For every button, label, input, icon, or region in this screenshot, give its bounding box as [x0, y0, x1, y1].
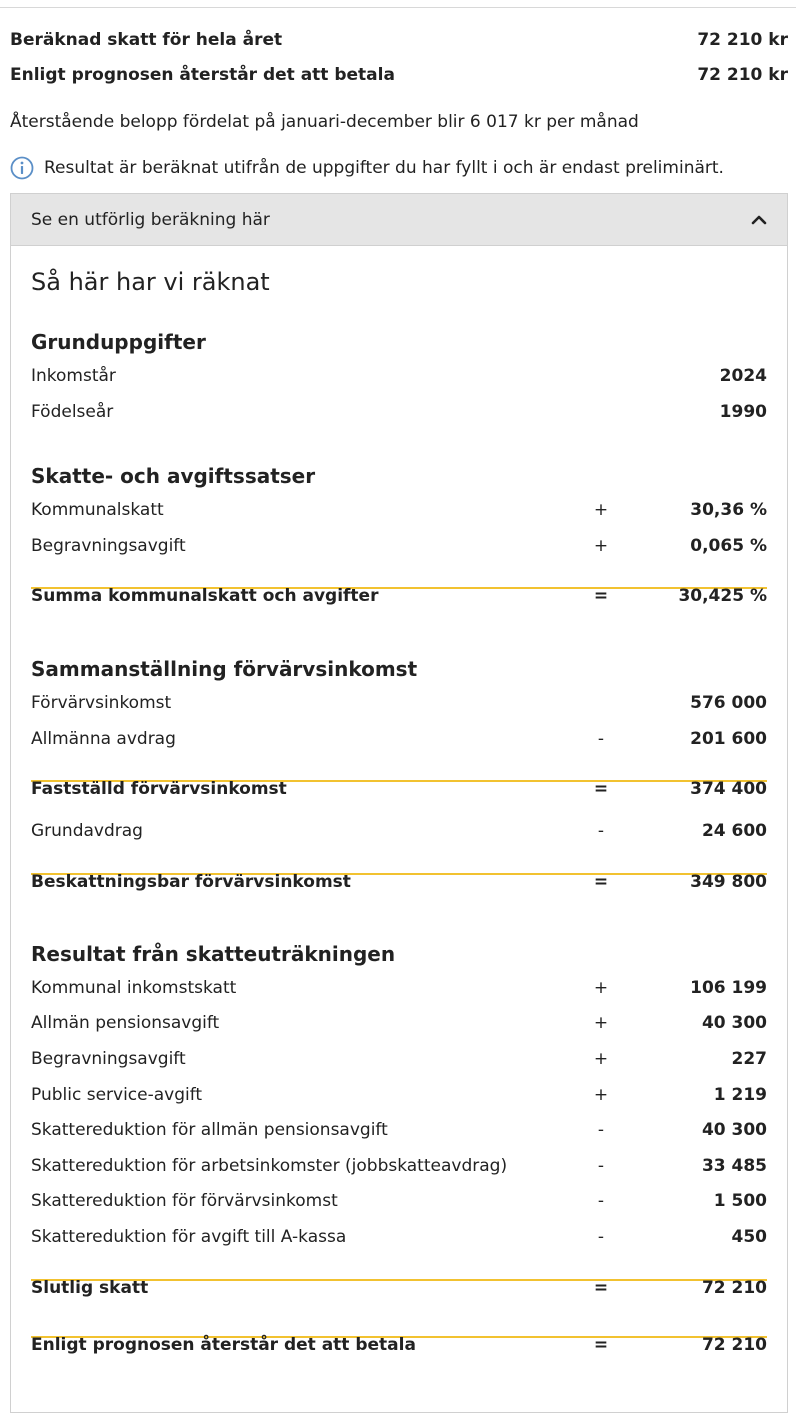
calc-row-skattereduktion-for-avgift-till-a-kassa [31, 1227, 767, 1253]
calc-row-value: 374 400 [690, 779, 767, 799]
calc-row-skattereduktion-for-forvarvsinkomst [31, 1191, 767, 1217]
calc-row-value: 30,36 % [690, 500, 767, 520]
calc-row-label: Slutlig skatt [31, 1278, 149, 1298]
calc-row-beskattningsbar-forvarvsinkomst [31, 872, 767, 898]
calc-row-label: Skattereduktion för arbetsinkomster (jobbskatteavdrag) [31, 1156, 508, 1176]
calc-row-allmanna-avdrag [31, 729, 767, 755]
calc-row-operator: = [593, 1335, 609, 1355]
calc-row-label: Grundavdrag [31, 821, 143, 841]
calc-row-operator: - [597, 1120, 605, 1140]
calc-row-label: Inkomstår [31, 366, 116, 386]
total-tax-value: 72 210 kr [697, 30, 788, 50]
detailed-calculation-accordion [10, 193, 788, 1413]
calc-row-operator: - [597, 1227, 605, 1247]
calc-row-value: 227 [731, 1049, 767, 1069]
monthly-distribution-text: Återstående belopp fördelat på januari-december blir 6 017 kr per månad [10, 112, 639, 132]
top-divider [0, 0, 796, 8]
calc-row-value: 40 300 [701, 1120, 767, 1140]
calc-row-operator: + [593, 536, 609, 556]
calc-row-value: 1 219 [713, 1085, 767, 1105]
calc-row-label: Allmän pensionsavgift [31, 1013, 220, 1033]
calculation-title: Så här har vi räknat [31, 268, 270, 296]
calc-row-value: 72 210 [701, 1278, 767, 1298]
calc-row-label: Kommunalskatt [31, 500, 164, 520]
calc-row-operator: - [597, 1156, 605, 1176]
calc-row-value: 0,065 % [690, 536, 767, 556]
calc-row-operator: = [593, 586, 609, 606]
section-title-sammanstallning-forvarvsinkomst: Sammanställning förvärvsinkomst [31, 657, 418, 681]
calc-row-operator: + [593, 1085, 609, 1105]
remaining-row [10, 65, 788, 85]
calc-row-operator: + [593, 1049, 609, 1069]
calc-row-value: 450 [731, 1227, 767, 1247]
calc-row-value: 106 199 [690, 978, 767, 998]
calc-row-begravningsavgift [31, 536, 767, 562]
calc-row-label: Skattereduktion för förvärvsinkomst [31, 1191, 338, 1211]
calc-row-value: 40 300 [701, 1013, 767, 1033]
calc-row-value: 1 500 [713, 1191, 767, 1211]
calc-row-label: Public service-avgift [31, 1085, 203, 1105]
calc-row-label: Begravningsavgift [31, 536, 186, 556]
calc-row-value: 30,425 % [678, 586, 767, 606]
calc-row-value: 24 600 [701, 821, 767, 841]
calc-row-forvarvsinkomst [31, 693, 767, 719]
calc-row-public-service-avgift [31, 1085, 767, 1111]
calc-row-operator: + [593, 500, 609, 520]
calc-row-label: Enligt prognosen återstår det att betala [31, 1335, 416, 1355]
accordion-header[interactable] [11, 194, 787, 246]
section-title-grunduppgifter: Grunduppgifter [31, 330, 206, 354]
calc-row-label: Förvärvsinkomst [31, 693, 172, 713]
calc-row-kommunal-inkomstskatt [31, 978, 767, 1004]
calc-row-label: Beskattningsbar förvärvsinkomst [31, 872, 351, 892]
calc-row-operator: + [593, 1013, 609, 1033]
calc-row-faststalld-forvarvsinkomst [31, 779, 767, 805]
calc-row-enligt-prognosen-aterstar-det-att-betala [31, 1335, 767, 1361]
calc-row-operator: + [593, 978, 609, 998]
calc-row-value: 201 600 [690, 729, 767, 749]
calc-row-label: Skattereduktion för allmän pensionsavgift [31, 1120, 388, 1140]
calc-row-grundavdrag [31, 821, 767, 847]
section-title-skatte-och-avgiftssatser: Skatte- och avgiftssatser [31, 464, 316, 488]
calc-row-value: 72 210 [701, 1335, 767, 1355]
calc-row-operator: = [593, 872, 609, 892]
calc-row-skattereduktion-for-arbetsinkomster-jobbskatteavdrag [31, 1156, 767, 1182]
calc-row-operator: = [593, 779, 609, 799]
calc-row-value: 33 485 [701, 1156, 767, 1176]
total-tax-row [10, 30, 788, 50]
calc-row-value: 349 800 [690, 872, 767, 892]
calc-row-label: Allmänna avdrag [31, 729, 176, 749]
calc-row-inkomstar [31, 366, 767, 392]
calc-row-label: Kommunal inkomstskatt [31, 978, 237, 998]
calc-row-operator: - [597, 1191, 605, 1211]
calc-row-value: 576 000 [690, 693, 767, 713]
remaining-label: Enligt prognosen återstår det att betala [10, 65, 395, 85]
calc-row-summa-kommunalskatt-och-avgifter [31, 586, 767, 612]
total-tax-label: Beräknad skatt för hela året [10, 30, 283, 50]
info-icon [10, 156, 34, 180]
calc-row-label: Summa kommunalskatt och avgifter [31, 586, 379, 606]
info-notice [10, 156, 786, 180]
section-title-resultat-fran-skatteutrakningen: Resultat från skatteuträkningen [31, 942, 396, 966]
calc-row-label: Fastställd förvärvsinkomst [31, 779, 287, 799]
calc-row-operator: - [597, 821, 605, 841]
accordion-header-label: Se en utförlig beräkning här [31, 209, 270, 230]
info-text: Resultat är beräknat utifrån de uppgifter du har fyllt i och är endast preliminärt. [44, 158, 724, 178]
calc-row-operator: = [593, 1278, 609, 1298]
calc-row-begravningsavgift [31, 1049, 767, 1075]
calc-row-slutlig-skatt [31, 1278, 767, 1304]
calc-row-fodelsear [31, 402, 767, 428]
calc-row-allman-pensionsavgift [31, 1013, 767, 1039]
calc-row-value: 2024 [719, 366, 767, 386]
calc-row-label: Skattereduktion för avgift till A-kassa [31, 1227, 347, 1247]
calc-row-label: Födelseår [31, 402, 114, 422]
calc-row-kommunalskatt [31, 500, 767, 526]
remaining-value: 72 210 kr [697, 65, 788, 85]
calc-row-value: 1990 [719, 402, 767, 422]
calc-row-label: Begravningsavgift [31, 1049, 186, 1069]
calc-row-skattereduktion-for-allman-pensionsavgift [31, 1120, 767, 1146]
chevron-up-icon[interactable] [751, 214, 767, 226]
calc-row-operator: - [597, 729, 605, 749]
